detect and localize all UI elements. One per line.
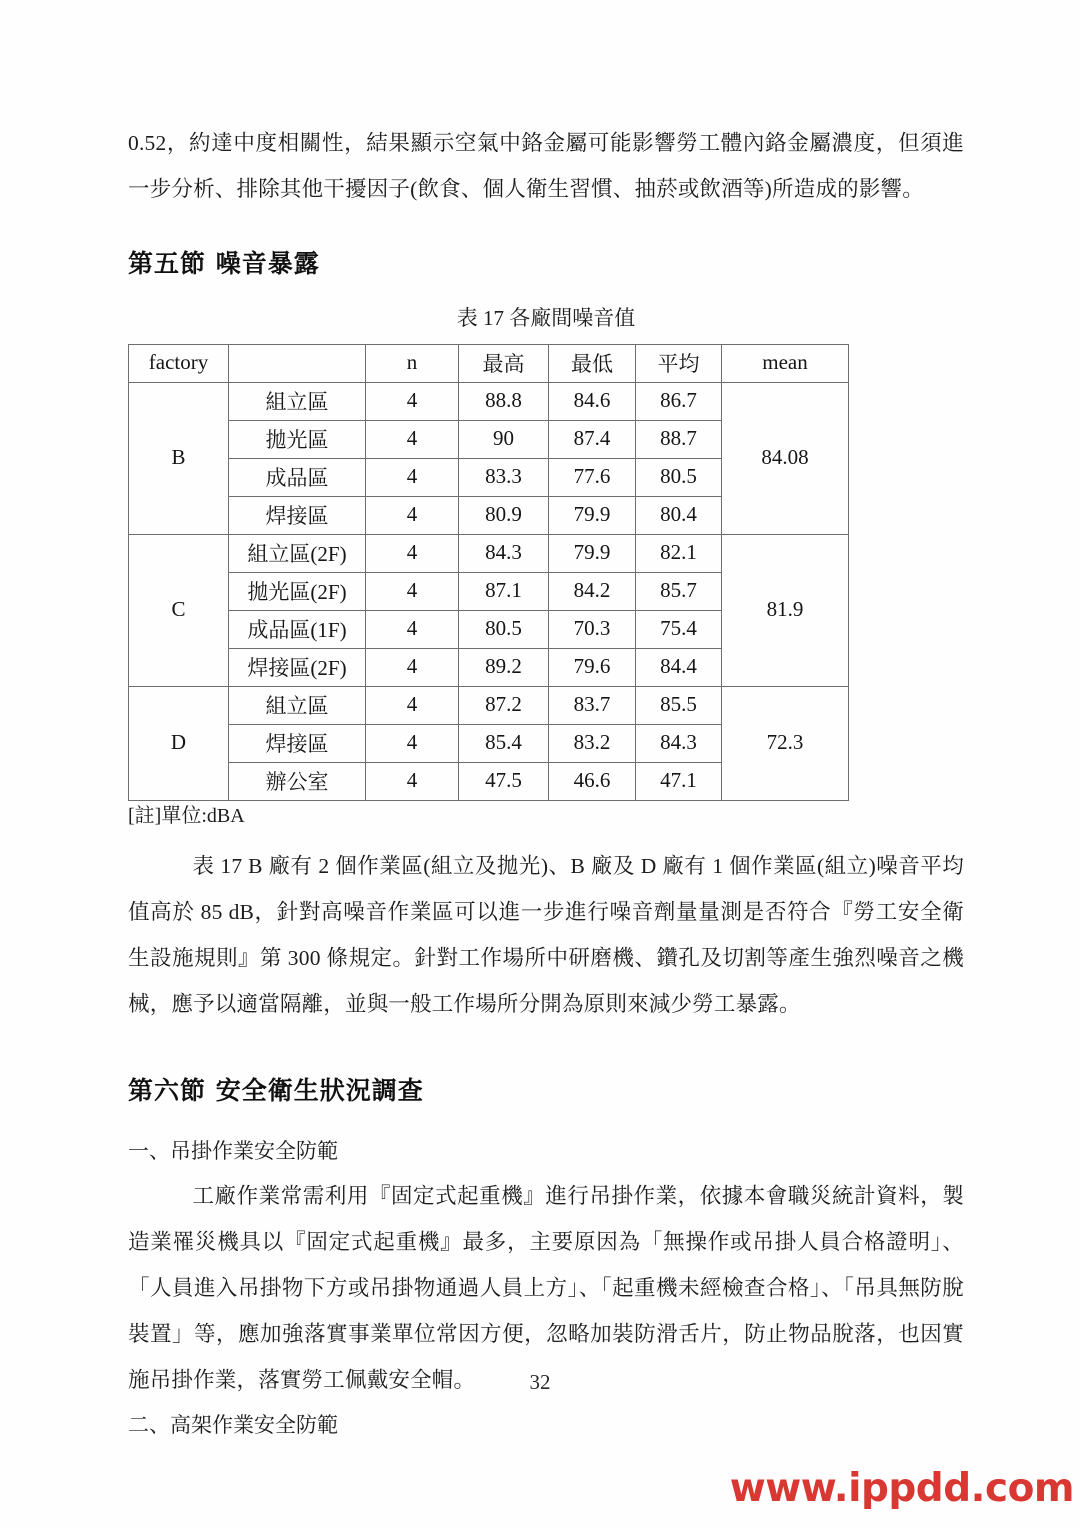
cell-n: 4: [366, 611, 459, 649]
table-row: [129, 687, 849, 725]
cell-factory: C: [129, 535, 229, 687]
cell-n: 4: [366, 649, 459, 687]
cell-n: 4: [366, 421, 459, 459]
cell-max: 90: [459, 421, 549, 459]
cell-max: 89.2: [459, 649, 549, 687]
cell-area: 成品區: [229, 459, 366, 497]
cell-n: 4: [366, 573, 459, 611]
cell-max: 80.5: [459, 611, 549, 649]
table-head: [129, 345, 849, 383]
cell-min: 84.6: [549, 383, 636, 421]
cell-n: 4: [366, 763, 459, 801]
cell-min: 70.3: [549, 611, 636, 649]
cell-min: 83.2: [549, 725, 636, 763]
cell-area: 焊接區: [229, 725, 366, 763]
section-five-paragraph: 表 17 B 廠有 2 個作業區(組立及拋光)、B 廠及 D 廠有 1 個作業區(組立)噪音平均值高於 85 dB，針對高噪音作業區可以進一步進行噪音劑量量測是否符合『勞工安全衛生設施規則』第 300 條規定。針對工作場所中研磨機、鑽孔及切割等產生強烈噪音之機械，應予以適當隔離，並與一般工作場所分開為原則來減少勞工暴露。: [128, 854, 964, 1016]
page-number: 32: [529, 1370, 551, 1394]
cell-max: 47.5: [459, 763, 549, 801]
cell-n: 4: [366, 725, 459, 763]
cell-avg: 80.5: [636, 459, 722, 497]
header-factory: factory: [129, 345, 229, 383]
cell-area: 拋光區: [229, 421, 366, 459]
cell-n: 4: [366, 497, 459, 535]
cell-n: 4: [366, 383, 459, 421]
cell-avg: 84.4: [636, 649, 722, 687]
header-n: n: [366, 345, 459, 383]
section-five-heading: 第五節 噪音暴露: [128, 249, 320, 278]
cell-avg: 85.7: [636, 573, 722, 611]
cell-max: 87.2: [459, 687, 549, 725]
cell-area: 組立區(2F): [229, 535, 366, 573]
section-six-sub-one: 一、吊掛作業安全防範: [128, 1139, 338, 1163]
cell-area: 焊接區: [229, 497, 366, 535]
cell-max: 87.1: [459, 573, 549, 611]
cell-min: 84.2: [549, 573, 636, 611]
page-content: [128, 120, 964, 1447]
cell-factory: B: [129, 383, 229, 535]
cell-mean: 84.08: [722, 383, 849, 535]
cell-area: 焊接區(2F): [229, 649, 366, 687]
cell-avg: 84.3: [636, 725, 722, 763]
cell-area: 組立區: [229, 687, 366, 725]
table-title: 表 17 各廠間噪音值: [456, 306, 636, 330]
cell-factory: D: [129, 687, 229, 801]
spacer: [128, 332, 964, 344]
header-area: [229, 345, 366, 383]
cell-n: 4: [366, 687, 459, 725]
cell-max: 88.8: [459, 383, 549, 421]
cell-avg: 86.7: [636, 383, 722, 421]
intro-paragraph: 0.52，約達中度相關性，結果顯示空氣中鉻金屬可能影響勞工體內鉻金屬濃度，但須進一步分析、排除其他干擾因子(飲食、個人衛生習慣、抽菸或飲酒等)所造成的影響。: [128, 131, 964, 201]
cell-n: 4: [366, 535, 459, 573]
section-six-paragraph-one: 工廠作業常需利用『固定式起重機』進行吊掛作業，依據本會職災統計資料，製造業罹災機具以『固定式起重機』最多，主要原因為「無操作或吊掛人員合格證明」、「人員進入吊掛物下方或吊掛物通過人員上方」、「起重機未經檢查合格」、「吊具無防脫裝置」等，應加強落實事業單位常因方便，忽略加裝防滑舌片，防止物品脫落，也因實施吊掛作業，落實勞工佩戴安全帽。: [128, 1184, 964, 1392]
table-row: [129, 383, 849, 421]
cell-avg: 82.1: [636, 535, 722, 573]
site-watermark: www.ippdd.com: [729, 1466, 1074, 1511]
cell-mean: 81.9: [722, 535, 849, 687]
noise-values-table: [128, 344, 849, 801]
cell-min: 87.4: [549, 421, 636, 459]
cell-min: 79.6: [549, 649, 636, 687]
header-mean: mean: [722, 345, 849, 383]
header-max: 最高: [459, 345, 549, 383]
spacer: [128, 831, 964, 843]
cell-min: 46.6: [549, 763, 636, 801]
cell-area: 成品區(1F): [229, 611, 366, 649]
cell-min: 83.7: [549, 687, 636, 725]
spacer: [128, 1027, 964, 1071]
cell-min: 77.6: [549, 459, 636, 497]
cell-avg: 88.7: [636, 421, 722, 459]
header-avg: 平均: [636, 345, 722, 383]
cell-area: 辦公室: [229, 763, 366, 801]
cell-avg: 75.4: [636, 611, 722, 649]
spacer: [128, 280, 964, 302]
cell-area: 組立區: [229, 383, 366, 421]
cell-avg: 47.1: [636, 763, 722, 801]
cell-avg: 80.4: [636, 497, 722, 535]
table-row: [129, 535, 849, 573]
cell-max: 84.3: [459, 535, 549, 573]
table-header-row: [129, 345, 849, 383]
table-body: [129, 383, 849, 801]
spacer: [128, 1107, 964, 1129]
spacer: [128, 212, 964, 244]
cell-area: 拋光區(2F): [229, 573, 366, 611]
table-note: [註]單位:dBA: [128, 805, 245, 827]
cell-max: 83.3: [459, 459, 549, 497]
cell-mean: 72.3: [722, 687, 849, 801]
cell-min: 79.9: [549, 497, 636, 535]
header-min: 最低: [549, 345, 636, 383]
cell-avg: 85.5: [636, 687, 722, 725]
section-six-sub-two: 二、高架作業安全防範: [128, 1413, 338, 1437]
cell-max: 85.4: [459, 725, 549, 763]
cell-min: 79.9: [549, 535, 636, 573]
section-six-heading: 第六節 安全衛生狀況調查: [128, 1076, 424, 1105]
cell-max: 80.9: [459, 497, 549, 535]
cell-n: 4: [366, 459, 459, 497]
